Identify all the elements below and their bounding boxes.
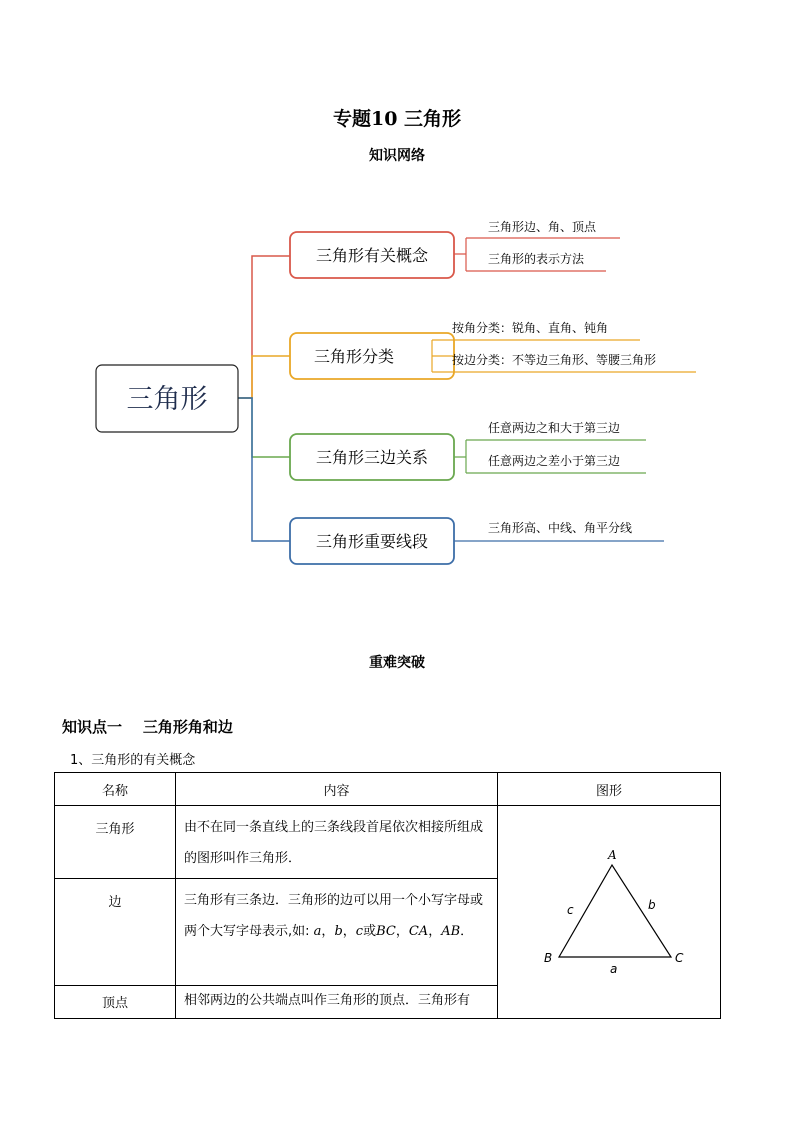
branch-label: 三角形三边关系 — [315, 448, 429, 467]
math-symbol: c — [355, 924, 364, 939]
row-name: 边 — [55, 879, 176, 986]
math-symbol: AB — [441, 924, 461, 939]
leaf: 三角形的表示方法 — [488, 252, 585, 266]
table-header-row — [55, 773, 721, 806]
vertex-label: B — [544, 951, 553, 965]
math-symbol: CA — [408, 924, 429, 939]
branch-label: 三角形重要线段 — [315, 532, 429, 551]
leaf: 任意两边之差小于第三边 — [488, 454, 621, 468]
row-content: 由不在同一条直线上的三条线段首尾依次相接所组成的图形叫作三角形． — [176, 806, 498, 879]
side-label: a — [610, 962, 618, 975]
math-symbol: a — [313, 924, 322, 939]
table-header: 图形 — [498, 773, 721, 806]
row-content: 相邻两边的公共端点叫作三角形的顶点．三角形有 — [176, 986, 498, 1019]
concept-table — [54, 772, 721, 1019]
leaf: 任意两边之和大于第三边 — [488, 421, 621, 435]
table-header: 内容 — [176, 773, 498, 806]
table-header: 名称 — [55, 773, 176, 806]
math-symbol: BC — [376, 924, 396, 939]
table-row — [55, 806, 721, 879]
leaf: 按边分类：不等边三角形、等腰三角形 — [452, 353, 657, 367]
mind-map — [0, 190, 794, 590]
math-symbol: b — [334, 924, 343, 939]
row-name: 顶点 — [55, 986, 176, 1019]
row-content: 三角形有三条边．三角形的边可以用一个小写字母或两个大写字母表示,如: a，b，c或BC，CA，AB． — [176, 879, 498, 986]
vertex-label: A — [608, 848, 617, 862]
section-heading: 重难突破 — [369, 655, 425, 671]
branch-label: 三角形有关概念 — [315, 246, 429, 265]
side-label: b — [648, 898, 656, 912]
vertex-label: C — [675, 951, 684, 965]
leaf: 三角形高、中线、角平分线 — [488, 521, 633, 535]
page-title: 专题10 三角形 — [332, 108, 462, 130]
knowledge-point-subheading: 1、三角形的有关概念 — [70, 753, 196, 768]
branch-label: 三角形分类 — [313, 347, 395, 366]
triangle-figure-cell — [498, 806, 721, 1019]
knowledge-point-title: 知识点一 三角形角和边 — [62, 718, 233, 736]
row-name: 三角形 — [55, 806, 176, 879]
side-label: c — [567, 903, 574, 917]
triangle-figure — [524, 845, 694, 975]
root-label: 三角形 — [126, 384, 208, 415]
leaf: 三角形边、角、顶点 — [488, 220, 597, 234]
page-subtitle: 知识网络 — [369, 148, 425, 164]
row-content-text: 三角形有三条边．三角形的边可以用一个小写字母或两个大写字母表示,如: — [184, 893, 484, 939]
leaf: 按角分类：锐角、直角、钝角 — [452, 321, 609, 335]
